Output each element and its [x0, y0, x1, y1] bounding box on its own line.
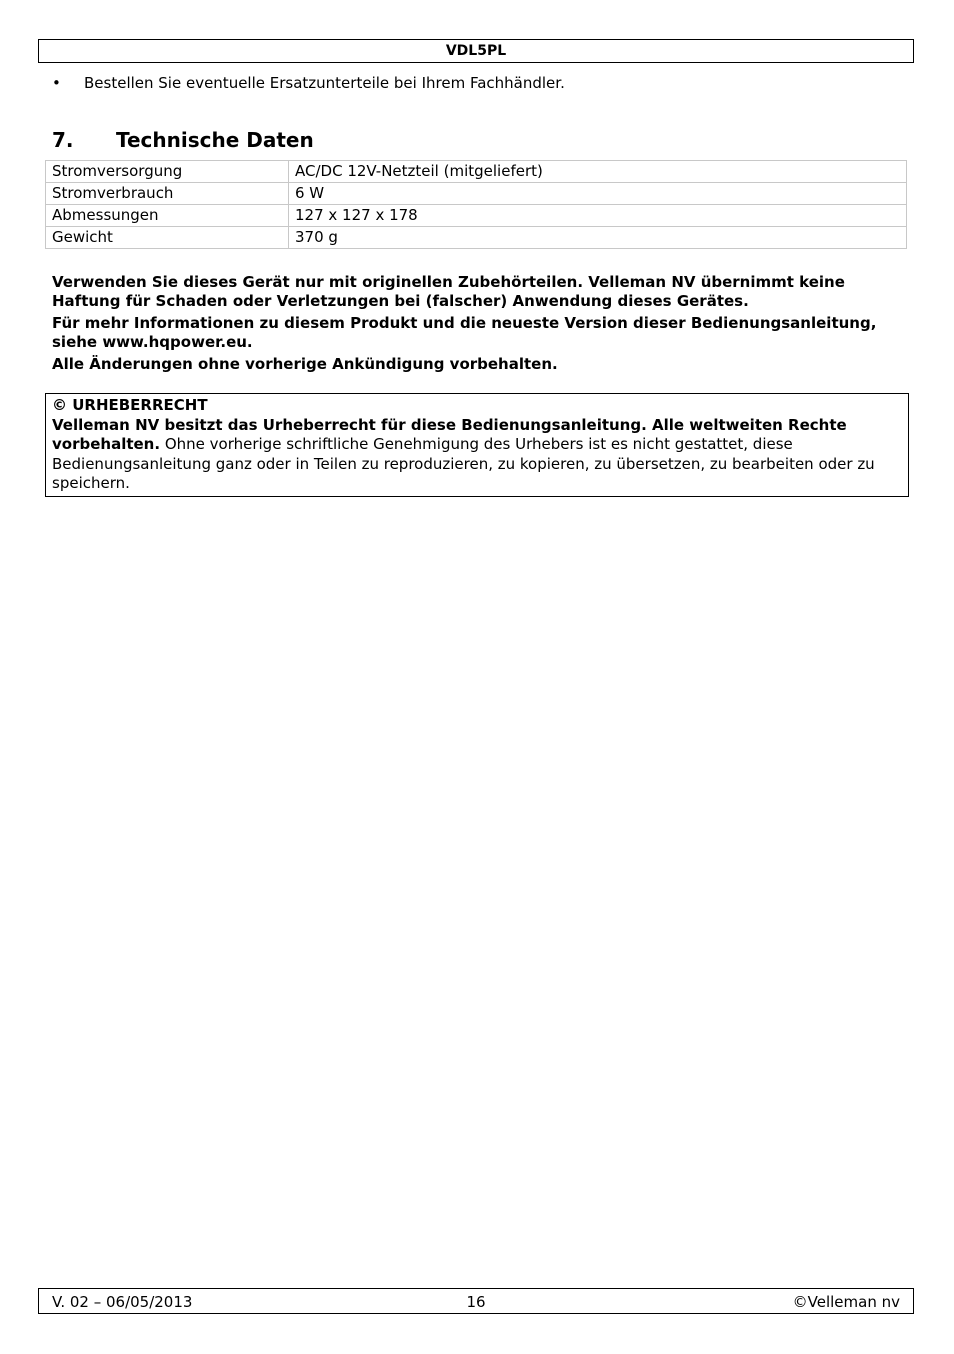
spec-label: Gewicht [46, 227, 289, 249]
copyright-text [52, 416, 902, 494]
page-number: 16 [466, 1293, 486, 1311]
spec-value: AC/DC 12V-Netzteil (mitgeliefert) [289, 161, 907, 183]
notice-accessories: Verwenden Sie dieses Gerät nur mit originellen Zubehörteilen. Velleman NV übernimmt keine Haftung für Schaden oder Verletzungen bei (falscher) Anwendung dieses Gerätes. [52, 273, 845, 310]
table-row [46, 161, 907, 183]
table-row [46, 183, 907, 205]
spec-label: Stromversorgung [46, 161, 289, 183]
section-number: 7. [52, 128, 74, 152]
specs-table [45, 160, 907, 249]
spec-value: 370 g [289, 227, 907, 249]
spec-label: Abmessungen [46, 205, 289, 227]
notice-changes: Alle Änderungen ohne vorherige Ankündigung vorbehalten. [52, 355, 558, 373]
notice-more-info: Für mehr Informationen zu diesem Produkt und die neueste Version dieser Bedienungsanleitung, siehe www.hqpower.eu. [52, 314, 877, 351]
company-copyright: ©Velleman nv [792, 1293, 900, 1311]
section-heading [52, 127, 314, 153]
table-row [46, 227, 907, 249]
copyright-bold-text: Velleman NV besitzt das Urheberrecht für diese Bedienungsanleitung. Alle weltweiten Rechte vorbehalten. [52, 415, 847, 453]
copyright-box [45, 393, 909, 497]
notice-block [52, 273, 902, 377]
spec-value: 127 x 127 x 178 [289, 205, 907, 227]
bullet-symbol: • [52, 74, 61, 92]
model-name: VDL5PL [445, 43, 507, 59]
copyright-normal-text: Ohne vorherige schriftliche Genehmigung des Urhebers ist es nicht gestattet, diese Bedienungsanleitung ganz oder in Teilen zu reproduzieren, zu kopieren, zu übersetzen, zu bearbeiten oder zu speichern. [52, 435, 875, 492]
page-header [38, 39, 914, 63]
copyright-title: © URHEBERRECHT [52, 396, 208, 414]
version-date: V. 02 – 06/05/2013 [52, 1293, 193, 1311]
bullet-item [52, 73, 565, 93]
spec-label: Stromverbrauch [46, 183, 289, 205]
table-row [46, 205, 907, 227]
bullet-text: Bestellen Sie eventuelle Ersatzunterteile bei Ihrem Fachhändler. [84, 74, 565, 92]
section-title: Technische Daten [116, 128, 314, 152]
spec-value: 6 W [289, 183, 907, 205]
page-footer [38, 1288, 914, 1314]
